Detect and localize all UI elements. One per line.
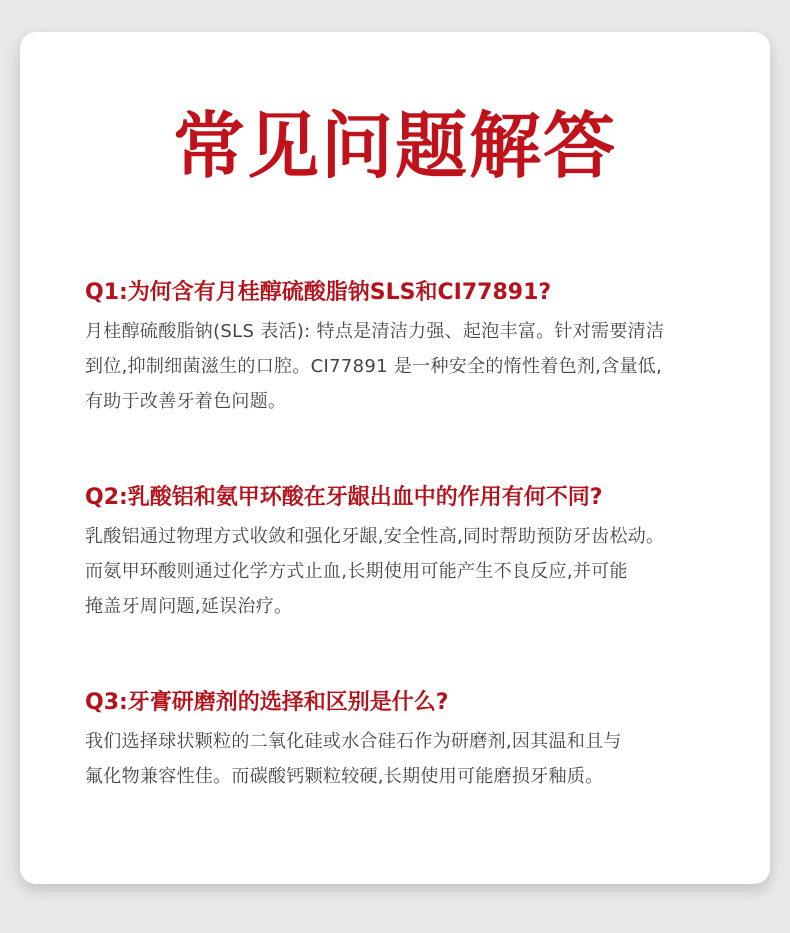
faq-question-2: Q2:乳酸铝和氨甲环酸在牙龈出血中的作用有何不同? <box>85 485 603 510</box>
faq-item-2 <box>85 483 725 624</box>
faq-answer-line: 我们选择球状颗粒的二氧化硅或水合硅石作为研磨剂,因其温和且与 <box>85 731 622 752</box>
faq-answer-3 <box>85 724 725 794</box>
faq-question-3: Q3:牙膏研磨剂的选择和区别是什么? <box>85 690 449 715</box>
faq-answer-line: 而氨甲环酸则通过化学方式止血,长期使用可能产生不良反应,并可能 <box>85 561 628 582</box>
faq-answer-line: 掩盖牙周问题,延误治疗。 <box>85 596 293 617</box>
faq-answer-1 <box>85 314 725 419</box>
faq-answer-line: 乳酸铝通过物理方式收敛和强化牙龈,安全性高,同时帮助预防牙齿松动。 <box>85 526 665 547</box>
faq-answer-line: 到位,抑制细菌滋生的口腔。CI77891 是一种安全的惰性着色剂,含量低, <box>85 356 663 377</box>
faq-answer-line: 月桂醇硫酸脂钠(SLS 表活): 特点是清洁力强、起泡丰富。针对需要清洁 <box>85 321 665 342</box>
faq-answer-2 <box>85 519 725 624</box>
faq-item-3 <box>85 688 725 794</box>
faq-item-1 <box>85 278 725 419</box>
faq-answer-line: 氟化物兼容性佳。而碳酸钙颗粒较硬,长期使用可能磨损牙釉质。 <box>85 766 604 787</box>
faq-answer-line: 有助于改善牙着色问题。 <box>85 391 287 412</box>
page-title: 常见问题解答 <box>172 104 617 188</box>
faq-question-1: Q1:为何含有月桂醇硫酸脂钠SLS和CI77891? <box>85 280 552 305</box>
